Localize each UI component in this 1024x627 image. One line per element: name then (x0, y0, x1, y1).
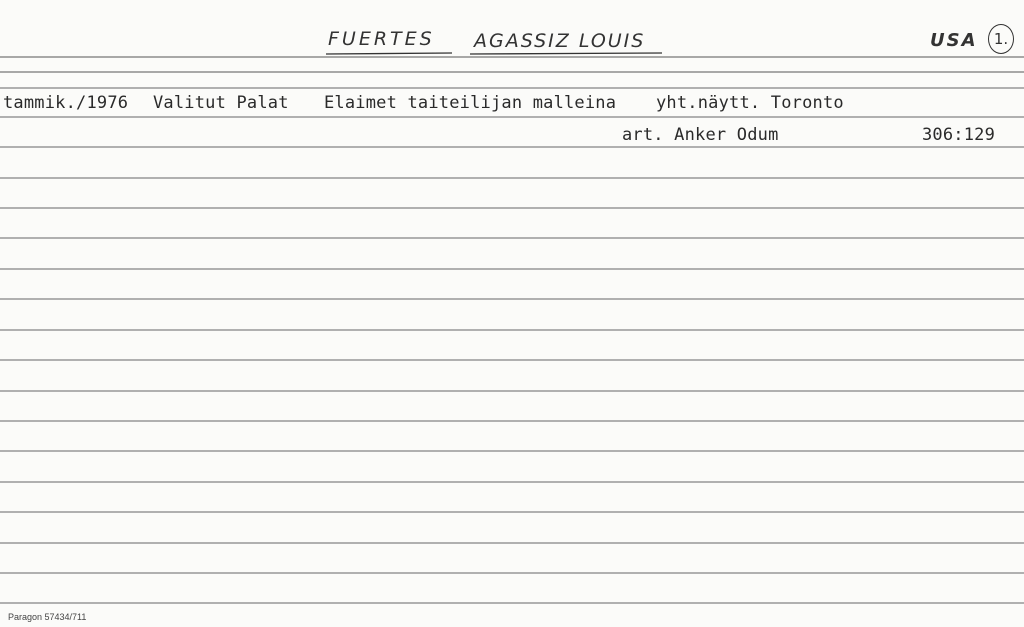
entry-reference: 306:129 (922, 125, 996, 145)
card-number: 1. (993, 30, 1009, 48)
print-code: Paragon 57434/711 (8, 612, 87, 622)
entry-date: tammik./1976 (3, 93, 129, 113)
country-handwritten: USA (930, 30, 978, 51)
card-number-circle (988, 24, 1014, 54)
entry-title: Elaimet taiteilijan malleina (324, 93, 617, 113)
surname-handwritten: FUERTES (328, 28, 435, 50)
given-names-handwritten: AGASSIZ LOUIS (474, 30, 646, 52)
entry-article-by: art. Anker Odum (622, 125, 779, 145)
entry-publication: Valitut Palat (153, 93, 289, 113)
entry-note: yht.näytt. Toronto (656, 93, 844, 113)
